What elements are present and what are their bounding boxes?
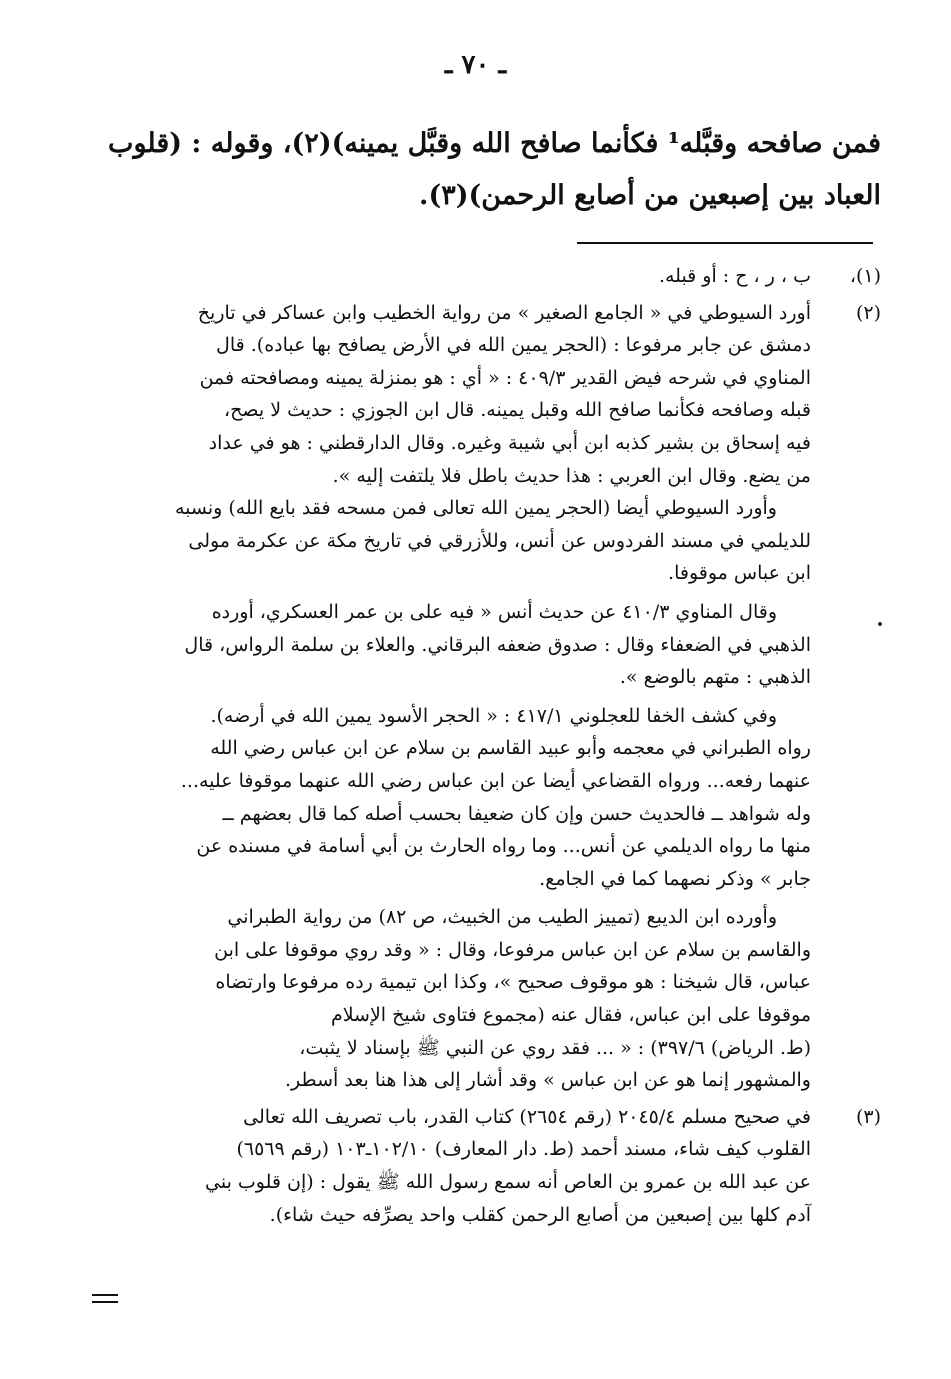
footnotes: [71, 260, 881, 1231]
footnote-line: وله شواهد ــ فالحديث حسن وإن كان ضعيفا بحسب أصله كما قال بعضهم ــ: [222, 802, 811, 825]
footnote-body: [71, 1101, 811, 1231]
footnote-line: وأورده ابن الديبع (تمييز الطيب من الخبيث، ص ٨٢) من رواية الطبراني: [227, 906, 777, 929]
margin-dot: [878, 622, 882, 626]
footnote-line: الذهبي : متهم بالوضع ».: [619, 666, 811, 689]
footnote-line: من يضع. وقال ابن العربي : هذا حديث باطل فلا يلتفت إليه ».: [332, 464, 811, 487]
end-mark: [92, 1294, 118, 1308]
footnote-line: موقوفا على ابن عباس، فقال عنه (مجموع فتاوى شيخ الإسلام: [330, 1004, 811, 1027]
footnote-line: دمشق عن جابر مرفوعا : (الحجر يمين الله في الأرض يصافح بها عباده). قال: [216, 334, 811, 357]
footnote-line: ب ، ر ، ح : أو قبله.: [658, 265, 811, 287]
footnote-line: أورد السيوطي في « الجامع الصغير » من رواية الخطيب وابن عساكر في تاريخ: [197, 301, 811, 324]
footnote-line: آدم كلها بين إصبعين من أصابع الرحمن كقلب واحد يصرِّفه حيث شاء).: [269, 1203, 811, 1226]
footnote-line: وفي كشف الخفا للعجلوني ٤١٧/١ : « الحجر الأسود يمين الله في أرضه).: [210, 704, 777, 727]
footnote-line: للديلمي في مسند الفردوس عن أنس، وللأزرقي في تاريخ مكة عن عكرمة مولى: [188, 529, 811, 552]
footnote-line: (ط. الرياض) ٣٩٧/٦) : « ... فقد روي عن النبي ﷺ بإسناد لا يثبت،: [299, 1036, 811, 1059]
footnote-line: منها ما رواه الديلمي عن أنس... وما رواه الحارث بن أبي أسامة في مسنده عن: [196, 835, 811, 858]
main-text: [71, 118, 881, 222]
footnote-line: وأورد السيوطي أيضا (الحجر يمين الله تعالى فمن مسحه فقد بايع الله) ونسبه: [174, 497, 777, 520]
footnote-body: [71, 297, 811, 1097]
footnote-body: [71, 260, 811, 293]
footnote-number: (٣): [855, 1105, 881, 1128]
footnote-line: ابن عباس موقوفا.: [668, 562, 811, 585]
footnote-line: فيه إسحاق بن بشير كذبه ابن أبي شيبة وغيره. وقال الدارقطني : هو في عداد: [208, 431, 811, 454]
footnote-line: عباس، قال شيخنا : هو موقوف صحيح »، وكذا ابن تيمية رده مرفوعا وارتضاه: [215, 971, 811, 994]
footnote-line: الذهبي في الضعفاء وقال : صدوق ضعفه البرقاني. والعلاء بن سلمة الرواس، قال: [184, 633, 811, 656]
footnote-line: قبله وصافحه فكأنما صافح الله وقبل يمينه. قال ابن الجوزي : حديث لا يصح،: [224, 399, 811, 422]
footnote-line: والقاسم بن سلام عن ابن عباس مرفوعا، وقال : « وقد روي موقوفا على ابن: [214, 938, 811, 961]
footnote-line: وقال المناوي ٤١٠/٣ عن حديث أنس « فيه على بن عمر العسكري، أورده: [211, 600, 777, 623]
footnote: [71, 1101, 881, 1231]
footnote-line: في صحيح مسلم ٢٠٤٥/٤ (رقم ٢٦٥٤) كتاب القدر، باب تصريف الله تعالى: [243, 1105, 811, 1128]
footnote-number: (٢): [855, 301, 881, 324]
page-number: ـ ٧٠ ـ: [444, 50, 507, 80]
footnote: [71, 297, 881, 1097]
footnote-line: المناوي في شرحه فيض القدير ٤٠٩/٣ : « أي : هو بمنزلة يمينه ومصافحته فمن: [199, 366, 811, 389]
footnote-number: (١)،: [849, 265, 881, 287]
footnote-separator: [577, 242, 873, 244]
footnote-line: رواه الطبراني في معجمه وأبو عبيد القاسم بن سلام عن ابن عباس رضي الله: [210, 737, 811, 760]
footnote-line: عنهما رفعه... ورواه القضاعي أيضا عن ابن عباس رضي الله عنهما موقوفا عليه...: [180, 769, 811, 792]
footnote-line: عن عبد الله بن عمرو بن العاص أنه سمع رسول الله ﷺ يقول : (إن قلوب بني: [205, 1171, 811, 1194]
footnote-line: جابر » وذكر نصهما كما في الجامع.: [539, 867, 811, 890]
footnote: [71, 260, 881, 293]
footnote-line: والمشهور إنما هو عن ابن عباس » وقد أشار إلى هذا هنا بعد أسطر.: [285, 1069, 811, 1092]
main-text-line: العباد بين إصبعين من أصابع الرحمن)(٣).: [419, 180, 881, 211]
main-text-line: فمن صافحه وقبَّله¹ فكأنما صافح الله وقبَّل يمينه)(٢)، وقوله : (قلوب: [108, 128, 881, 159]
footnote-line: القلوب كيف شاء، مسند أحمد (ط. دار المعارف) ١٠٢/١٠ـ١٠٣ (رقم ٦٥٦٩): [236, 1138, 811, 1161]
